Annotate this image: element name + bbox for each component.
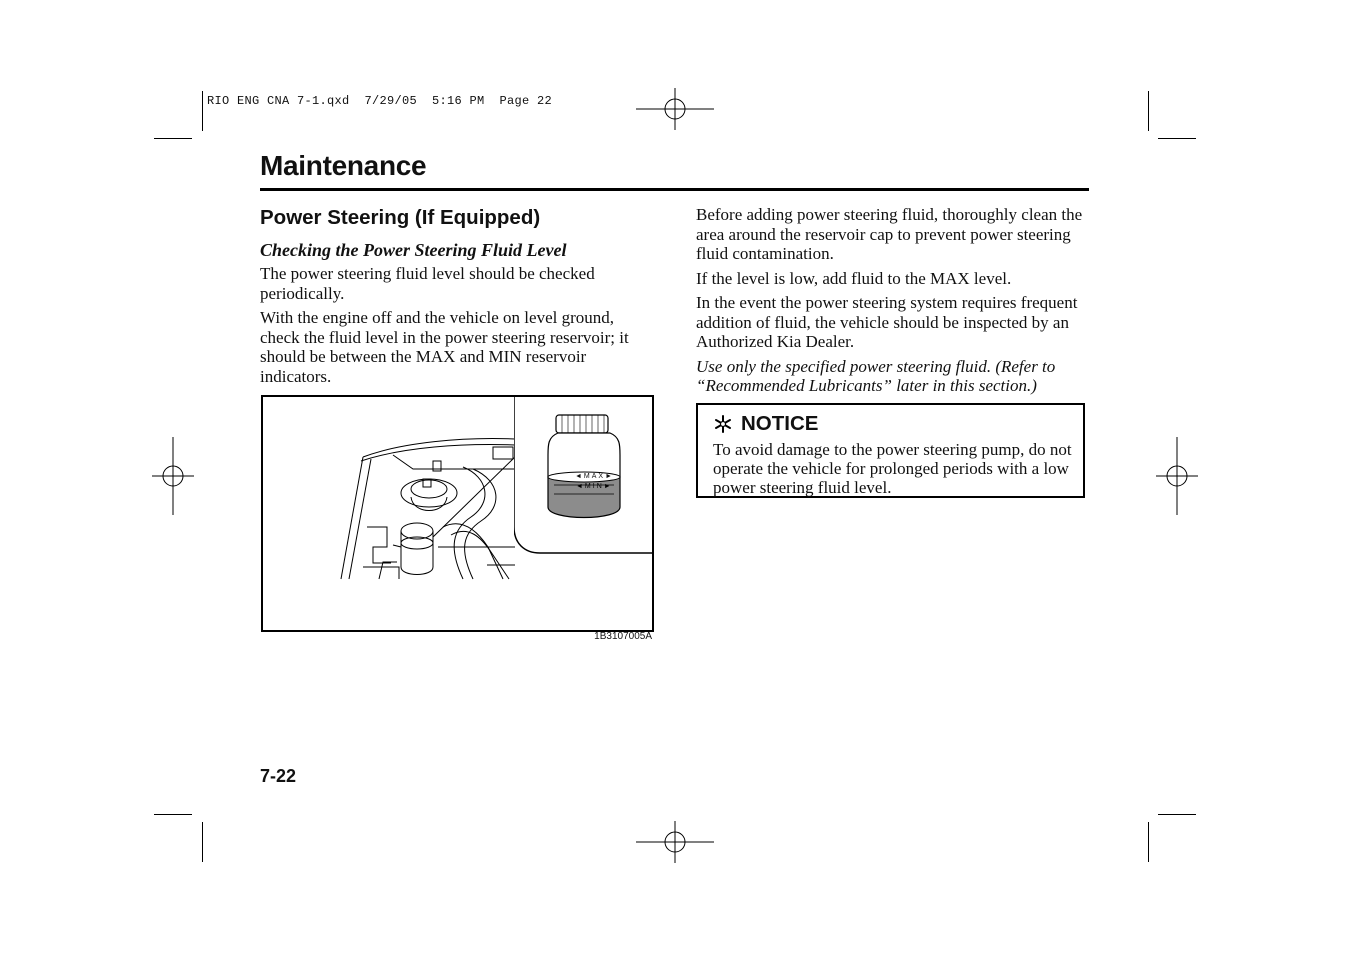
- paragraph: In the event the power steering system requires frequent addition of fluid, the vehicle should be inspected by an Authorized Kia Dealer.: [696, 293, 1078, 351]
- crop-mark-bottom-right-v: [1148, 822, 1149, 862]
- crop-mark-top-left-h: [154, 138, 192, 139]
- crop-mark-top-right-v: [1148, 91, 1149, 131]
- paragraph: If the level is low, add fluid to the MAX level.: [696, 268, 1012, 288]
- min-indicator-label: ◄MIN►: [576, 483, 613, 490]
- italic-note: Use only the specified power steering fluid. (Refer to “Recommended Lubricants” later in this section.): [696, 356, 1056, 395]
- power-steering-reservoir-figure: [261, 395, 654, 632]
- notice-title: NOTICE: [741, 412, 819, 435]
- registration-mark-left: [134, 437, 212, 515]
- paragraph: With the engine off and the vehicle on level ground, check the fluid level in the power steering reservoir; it should be between the MAX and MIN reservoir indicators.: [260, 308, 629, 386]
- crop-mark-top-right-h: [1158, 138, 1196, 139]
- crop-mark-bottom-right-h: [1158, 814, 1196, 815]
- notice-box: [696, 403, 1085, 498]
- chapter-title: Maintenance: [260, 150, 427, 181]
- registration-mark-bottom: [636, 803, 714, 881]
- crop-mark-bottom-left-v: [202, 822, 203, 862]
- crop-mark-bottom-left-h: [154, 814, 192, 815]
- print-slug: RIO ENG CNA 7-1.qxd 7/29/05 5:16 PM Page 22: [207, 94, 553, 108]
- paragraph: The power steering fluid level should be checked periodically.: [260, 264, 595, 303]
- subheading: Checking the Power Steering Fluid Level: [260, 240, 567, 260]
- registration-mark-right: [1138, 437, 1216, 515]
- chapter-rule: [260, 188, 1089, 191]
- section-title: Power Steering (If Equipped): [260, 206, 541, 229]
- notice-text: To avoid damage to the power steering pump, do not operate the vehicle for prolonged periods with a low power steering fluid level.: [713, 440, 1072, 497]
- crop-mark-top-left-v: [202, 91, 203, 131]
- page-number: 7-22: [260, 766, 297, 786]
- notice-header: [713, 411, 1083, 437]
- figure-code: 1B3107005A: [594, 631, 652, 642]
- right-column: [696, 205, 1089, 401]
- max-indicator-label: ◄MAX►: [575, 473, 615, 480]
- asterisk-icon: [713, 414, 733, 434]
- paragraph: Before adding power steering fluid, thoroughly clean the area around the reservoir cap to prevent power steering fluid contamination.: [696, 205, 1083, 263]
- registration-mark-top: [636, 70, 714, 148]
- left-column: [260, 205, 655, 391]
